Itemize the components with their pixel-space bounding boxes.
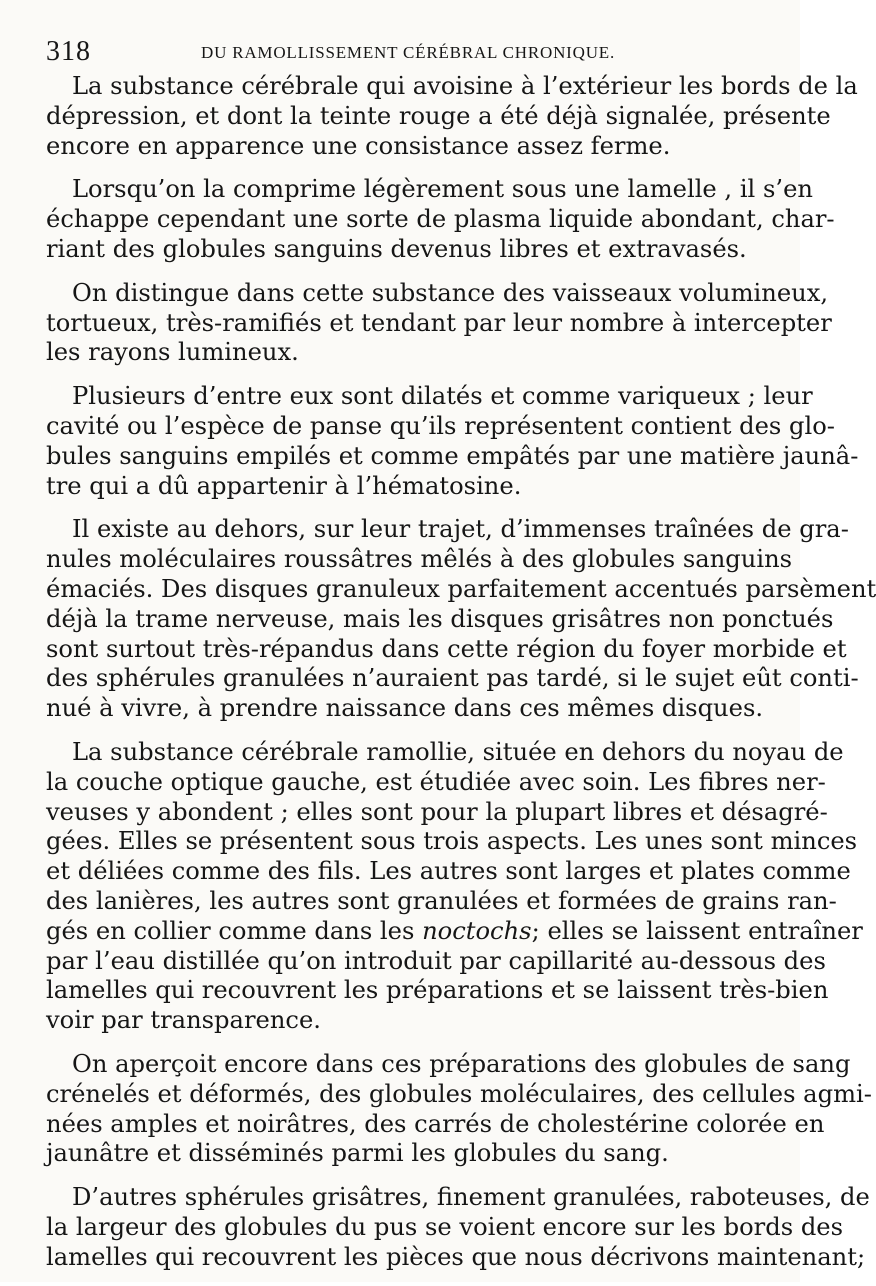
text-line: gées. Elles se présentent sous trois aspects. Les unes sont minces [46, 827, 858, 856]
paragraph [46, 72, 858, 161]
paragraph [46, 175, 835, 264]
text-line: la couche optique gauche, est étudiée avec soin. Les fibres ner- [46, 767, 826, 796]
text-fragment: gés en collier comme dans les [46, 916, 415, 945]
paragraph [46, 1049, 872, 1169]
text-line: échappe cependant une sorte de plasma liquide abondant, char- [46, 205, 835, 234]
italic-term: noctochs [422, 916, 532, 945]
text-line: cavité ou l’espèce de panse qu’ils représentent contient des glo- [46, 411, 835, 440]
text-line: voir par transparence. [46, 1006, 321, 1035]
text-line: tre qui a dû appartenir à l’hématosine. [46, 471, 522, 500]
text-line: des sphérules granulées n’auraient pas tardé, si le sujet eût conti- [46, 664, 859, 693]
paragraph [46, 737, 863, 1036]
text-line: La substance cérébrale ramollie, située en dehors du noyau de [72, 737, 844, 766]
text-line: les rayons lumineux. [46, 338, 299, 367]
paragraph [46, 1183, 870, 1272]
text-line: tortueux, très-ramifiés et tendant par leur nombre à intercepter [46, 308, 832, 337]
text-line: D’autres sphérules grisâtres, finement granulées, raboteuses, de [72, 1183, 870, 1212]
running-title: DU RAMOLLISSEMENT CÉRÉBRAL CHRONIQUE. [201, 43, 616, 62]
text-line: nules moléculaires roussâtres mêlés à des globules sanguins [46, 545, 793, 574]
text-line: nées amples et noirâtres, des carrés de cholestérine colorée en [46, 1109, 825, 1138]
text-line: On distingue dans cette substance des vaisseaux volumineux, [72, 278, 829, 307]
text-line: Lorsqu’on la comprime légèrement sous une lamelle , il s’en [72, 175, 813, 204]
text-line: sont surtout très-répandus dans cette région du foyer morbide et [46, 634, 847, 663]
text-line: bules sanguins empilés et comme empâtés par une matière jaunâ- [46, 441, 859, 470]
paragraph [46, 278, 832, 368]
body-text [46, 72, 876, 1286]
text-line: crénelés et déformés, des globules moléculaires, des cellules agmi- [46, 1079, 872, 1108]
text-line: dépression, et dont la teinte rouge a été déjà signalée, présente [46, 101, 831, 130]
text-line: des lanières, les autres sont granulées et formées de grains ran- [46, 886, 837, 915]
text-line: On aperçoit encore dans ces préparations des globules de sang [72, 1049, 851, 1078]
text-line: veuses y abondent ; elles sont pour la plupart libres et désagré- [46, 797, 828, 826]
paragraph [46, 382, 859, 501]
text-line: émaciés. Des disques granuleux parfaitement accentués parsèment [46, 574, 876, 603]
text-line: déjà la trame nerveuse, mais les disques grisâtres non ponctués [46, 604, 834, 633]
text-line: encore en apparence une consistance assez ferme. [46, 131, 671, 160]
text-line: riant des globules sanguins devenus libres et extravasés. [46, 234, 747, 263]
paragraph [46, 515, 876, 724]
page-number: 318 [46, 36, 91, 67]
text-line: Plusieurs d’entre eux sont dilatés et comme variqueux ; leur [72, 382, 813, 411]
text-line: et déliées comme des fils. Les autres sont larges et plates comme [46, 857, 851, 886]
text-line: la largeur des globules du pus se voient encore sur les bords des [46, 1212, 844, 1241]
text-line: nué à vivre, à prendre naissance dans ces mêmes disques. [46, 694, 764, 723]
text-line: La substance cérébrale qui avoisine à l’extérieur les bords de la [72, 72, 858, 100]
text-line [46, 916, 863, 947]
page-header [46, 36, 746, 70]
text-line: lamelles qui recouvrent les préparations et se laissent très-bien [46, 976, 829, 1005]
text-line: jaunâtre et disséminés parmi les globules du sang. [46, 1139, 669, 1168]
text-line: Il existe au dehors, sur leur trajet, d’immenses traînées de gra- [72, 515, 849, 544]
text-line: lamelles qui recouvrent les pièces que nous décrivons maintenant; [46, 1242, 866, 1271]
text-line: par l’eau distillée qu’on introduit par capillarité au-dessous des [46, 946, 826, 975]
text-fragment: ; elles se laissent entraîner [531, 916, 863, 945]
